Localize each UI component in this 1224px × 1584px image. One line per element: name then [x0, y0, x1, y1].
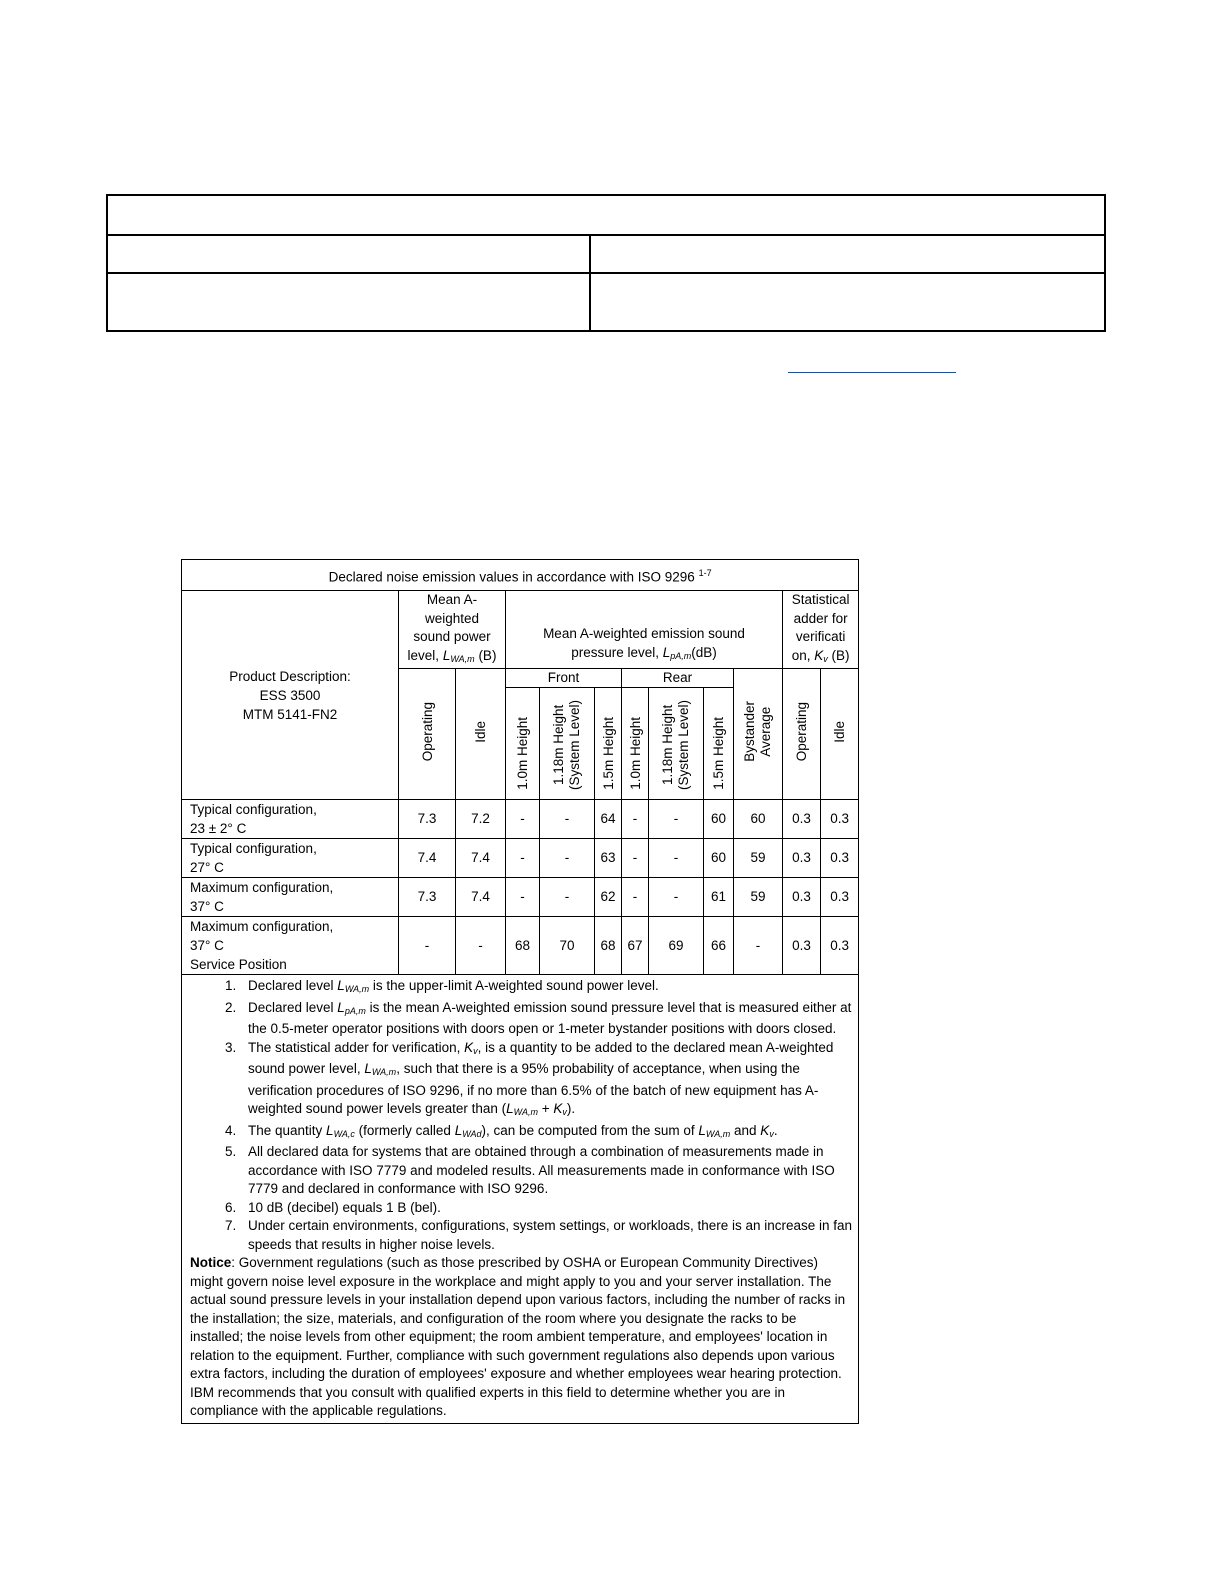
col-adder-idle: Idle: [821, 669, 859, 800]
cell: 7.3: [399, 800, 456, 839]
note-item: 1. Declared level $L_{WA,m}$ is the upper-limit A-weighted sound power level.: [240, 977, 852, 999]
notes-list: [190, 977, 852, 1254]
top-form-row-1: [108, 196, 1104, 236]
noise-emission-table: [181, 559, 859, 1424]
cell: -: [540, 878, 595, 917]
top-form-row-2: [108, 234, 1104, 274]
cell: 64: [595, 800, 622, 839]
table-row: [182, 917, 859, 975]
cell: -: [506, 839, 540, 878]
cell: 0.3: [783, 878, 821, 917]
col-bystander-average: Bystander Average: [734, 669, 783, 800]
top-form-box: [106, 194, 1106, 332]
product-description: Product Description: ESS 3500 MTM 5141-FN2: [182, 591, 399, 800]
cell: -: [399, 917, 456, 975]
note-item: 5. All declared data for systems that are obtained through a combination of measurements made in accordance with ISO 7779 and modeled results. All measurements made in conformance with ISO 7779 and declared in conformance with ISO 9296.: [240, 1143, 852, 1199]
table-row: [182, 878, 859, 917]
cell: -: [506, 878, 540, 917]
cell: -: [506, 800, 540, 839]
note-item: 3. The statistical adder for verification, $K_v$, is a quantity to be added to the declared mean A-weighted sound power level, $L_{WA,m}$, such that there is a 95% probability of acceptance, when using the verification procedures of ISO 9296, if no more than 6.5% of the batch of new equipment has A-weighted sound power levels greater than $(L_{WA,m} + K_v)$.: [240, 1039, 852, 1122]
cell: 60: [704, 800, 734, 839]
col-rear-15m: 1.5m Height: [704, 688, 734, 800]
cell: 0.3: [783, 917, 821, 975]
cell: 67: [622, 917, 649, 975]
col-power-operating: Operating: [399, 669, 456, 800]
cell: -: [649, 839, 704, 878]
cell: 0.3: [821, 917, 859, 975]
cell: 59: [734, 878, 783, 917]
table-title: Declared noise emission values in accordance with ISO 9296 $^{1-7}$: [182, 560, 859, 591]
note-item: 7. Under certain environments, configurations, system settings, or workloads, there is an increase in fan speeds that results in higher noise levels.: [240, 1217, 852, 1254]
cell: 7.4: [456, 878, 506, 917]
cell: 59: [734, 839, 783, 878]
cell: 7.3: [399, 878, 456, 917]
row-label: Maximum configuration, 37° C Service Position: [182, 917, 399, 975]
cell: 63: [595, 839, 622, 878]
cell: 0.3: [783, 800, 821, 839]
note-item: 2. Declared level $L_{pA,m}$ is the mean A-weighted emission sound pressure level that is measured either at the 0.5-meter operator positions with doors open or 1-meter bystander positions with doors closed.: [240, 999, 852, 1039]
cell: -: [456, 917, 506, 975]
cell: -: [622, 800, 649, 839]
note-item: 6. 10 dB (decibel) equals 1 B (bel).: [240, 1199, 852, 1218]
col-front-1m: 1.0m Height: [506, 688, 540, 800]
row-label: Typical configuration, 27° C: [182, 839, 399, 878]
cell: 69: [649, 917, 704, 975]
cell: -: [649, 800, 704, 839]
cell: -: [734, 917, 783, 975]
cell: 62: [595, 878, 622, 917]
rear-header: Rear: [622, 669, 734, 688]
col-rear-118m: 1.18m Height (System Level): [649, 688, 704, 800]
cell: -: [540, 839, 595, 878]
cell: -: [540, 800, 595, 839]
cell: -: [649, 878, 704, 917]
sound-pressure-header: Mean A-weighted emission sound pressure level, $L_{pA,m}(dB)$: [506, 591, 783, 669]
front-header: Front: [506, 669, 622, 688]
notice-paragraph: Notice: Government regulations (such as those prescribed by OSHA or European Community Directives) might govern noise level exposure in the workplace and might apply to you and your server installation. The actual sound pressure levels in your installation depend upon various factors, including the number of racks in the installation; the size, materials, and configuration of the room where you designate the racks to be installed; the noise levels from other equipment; the room ambient temperature, and employees' location in relation to the equipment. Further, compliance with such government regulations also depends upon various extra factors, including the duration of employees' exposure and whether employees wear hearing protection. IBM recommends that you consult with qualified experts in this field to determine whether you are in compliance with the applicable regulations.: [190, 1255, 846, 1418]
cell: 7.2: [456, 800, 506, 839]
cell: 61: [704, 878, 734, 917]
cell: -: [622, 839, 649, 878]
cell: 60: [734, 800, 783, 839]
cell: 68: [595, 917, 622, 975]
sound-power-header: Mean A- weighted sound power level, $L_{WA,m}$ (B): [399, 591, 506, 669]
top-form-divider: [589, 234, 591, 330]
col-power-idle: Idle: [456, 669, 506, 800]
table-row: [182, 839, 859, 878]
cell: 7.4: [456, 839, 506, 878]
row-label: Maximum configuration, 37° C: [182, 878, 399, 917]
cell: 0.3: [821, 839, 859, 878]
row-label: Typical configuration, 23 ± 2° C: [182, 800, 399, 839]
col-rear-1m: 1.0m Height: [622, 688, 649, 800]
col-front-15m: 1.5m Height: [595, 688, 622, 800]
statistical-adder-header: Statistical adder for verificati on, $K_v$ (B): [783, 591, 859, 669]
cell: 70: [540, 917, 595, 975]
cell: 0.3: [783, 839, 821, 878]
notes-cell: [182, 975, 859, 1424]
col-adder-operating: Operating: [783, 669, 821, 800]
cell: 60: [704, 839, 734, 878]
hyperlink-underline[interactable]: [788, 372, 956, 373]
note-item: 4. The quantity $L_{WA,c}$ (formerly called $L_{WAd}$), can be computed from the sum of $L_{WA,m}$ and $K_v$.: [240, 1122, 852, 1144]
cell: 7.4: [399, 839, 456, 878]
cell: 68: [506, 917, 540, 975]
table-row: [182, 800, 859, 839]
cell: 0.3: [821, 800, 859, 839]
cell: -: [622, 878, 649, 917]
cell: 0.3: [821, 878, 859, 917]
col-front-118m: 1.18m Height (System Level): [540, 688, 595, 800]
cell: 66: [704, 917, 734, 975]
